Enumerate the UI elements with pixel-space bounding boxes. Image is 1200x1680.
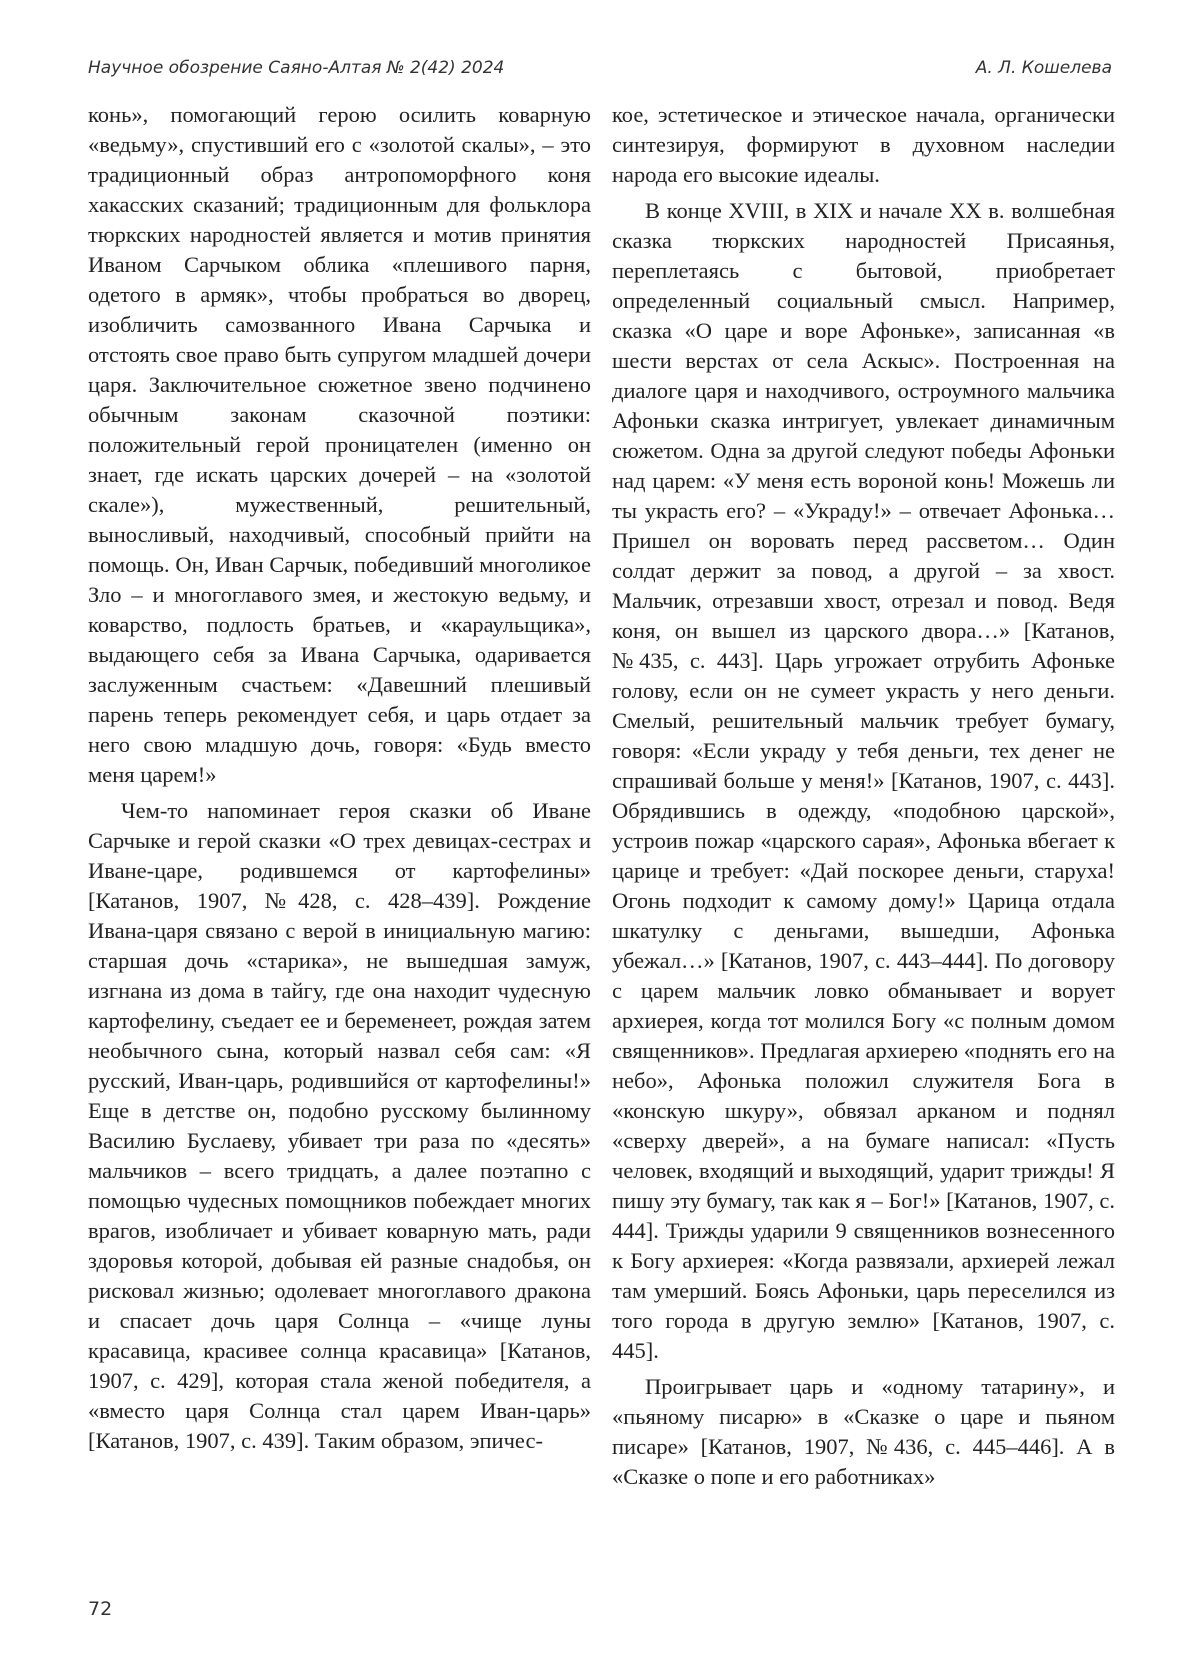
paragraph: Проигрывает царь и «одному татарину», и «пьяному писарю» в «Сказке о царе и пьяном писаре» [Катанов, 1907, №436, с. 445–446]. А в «Сказке о попе и его работниках» [612, 1374, 1115, 1489]
journal-title: Научное обозрение Саяно-Алтая № 2(42) 2024 [88, 58, 505, 78]
running-head [88, 58, 1112, 84]
paragraph: кое, эстетическое и этическое начала, органически синтезируя, формируют в духовном наследии народа его высокие идеалы. [612, 102, 1115, 187]
author-name: А. Л. Кошелева [975, 58, 1112, 78]
paragraph: Чем-то напоминает героя сказки об Иване Сарчыке и герой сказки «О трех девицах-сестрах и Иване-царе, родившемся от картофелины» [Катанов, 1907, №428, с. 428–439]. Рождение Ивана-царя связано с верой в инициальную магию: старшая дочь «старика», не вышедшая замуж, изгнана из дома в тайгу, где она находит чудесную картофелину, съедает ее и беременеет, рождая затем необычного сына, который назвал себя сам: «Я русский, Иван-царь, родившийся от картофелины!» Еще в детстве он, подобно русскому былинному Василию Буслаеву, убивает три раза по «десять» мальчиков – всего тридцать, а далее поэтапно с помощью чудесных помощников побеждает многих врагов, изобличает и убивает коварную мать, ради здоровья которой, добывая ей разные снадобья, он рисковал жизнью; одолевает многоглавого дракона и спасает дочь царя Солнца – «чище луны красавица, красивее солнца красавица» [Катанов, 1907, с. 429], которая стала женой победителя, а «вместо царя Солнца стал царем Иван-царь» [Катанов, 1907, с. 439]. Таким образом, эпичес- [88, 798, 591, 1453]
page-number: 72 [88, 1598, 113, 1620]
paragraph: В конце XVIII, в XIX и начале XX в. волшебная сказка тюркских народностей Присаянья, переплетаясь с бытовой, приобретает определенный социальный смысл. Например, сказка «О царе и воре Афоньке», записанная «в шести верстах от села Аскыс». Построенная на диалоге царя и находчивого, остроумного мальчика Афоньки сказка интригует, увлекает динамичным сюжетом. Одна за другой следуют победы Афоньки над царем: «У меня есть вороной конь! Можешь ли ты украсть его? – «Украду!» – отвечает Афонька… Пришел он воровать перед рассветом… Один солдат держит за повод, а другой – за хвост. Мальчик, отрезавши хвост, отрезал и повод. Ведя коня, он вышел из царского двора…» [Катанов, №435, с. 443]. Царь угрожает отрубить Афоньке голову, если он не сумеет украсть у него деньги. Смелый, решительный мальчик требует бумагу, говоря: «Если украду у тебя деньги, тех денег не спрашивай больше у меня!» [Катанов, 1907, с. 443]. Обрядившись в одежду, «подобною царской», устроив пожар «царского сарая», Афонька вбегает к царице и требует: «Дай поскорее деньги, старуха! Огонь подходит к самому дому!» Царица отдала шкатулку с деньгами, вышедши, Афонька убежал…» [Катанов, 1907, с. 443–444]. По договору с царем мальчик ловко обманывает и ворует архиерея, когда тот молился Богу «с полным домом священников». Предлагая архиерею «поднять его на небо», Афонька положил служителя Бога в «конскую шкуру», обвязал арканом и поднял «сверху дверей», а на бумаге написал: «Пусть человек, входящий и выходящий, ударит трижды! Я пишу эту бумагу, так как я – Бог!» [Катанов, 1907, с. 444]. Трижды ударили 9 священников вознесенного к Богу архиерея: «Когда развязали, архиерей лежал там умерший. Боясь Афоньки, царь переселился из того города в другую землю» [Катанов, 1907, с. 445]. [612, 198, 1115, 1363]
left-column [88, 100, 591, 1462]
paragraph: конь», помогающий герою осилить коварную «ведьму», спустивший его с «золотой скалы», – это традиционный образ антропоморфного коня хакасских сказаний; традиционным для фольклора тюркских народностей является и мотив принятия Иваном Сарчыком облика «плешивого парня, одетого в армяк», чтобы пробраться во дворец, изобличить самозванного Ивана Сарчыка и отстоять свое право быть супругом младшей дочери царя. Заключительное сюжетное звено подчинено обычным законам сказочной поэтики: положительный герой проницателен (именно он знает, где искать царских дочерей – на «золотой скале»), мужественный, решительный, выносливый, находчивый, способный прийти на помощь. Он, Иван Сарчык, победивший многоликое Зло – и многоглавого змея, и жестокую ведьму, и коварство, подлость братьев, и «караульщика», выдающего себя за Ивана Сарчыка, одаривается заслуженным счастьем: «Давешний плешивый парень теперь рекомендует себя, и царь отдает за него свою младшую дочь, говоря: «Будь вместо меня царем!» [88, 102, 591, 787]
right-column [612, 100, 1115, 1498]
